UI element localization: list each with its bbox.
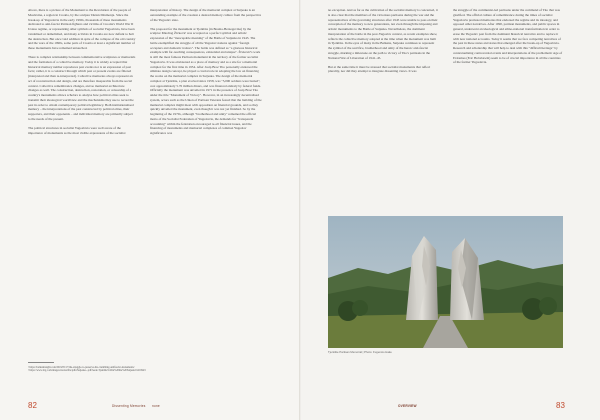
- monument-photo: [328, 216, 563, 348]
- paragraph: interpretation of history. The design of the memorial complex at Sutjeska is an outstanding example of the creation a desired memory culture from the perspective of the Yugoslav state.: [150, 8, 262, 22]
- paragraph: But at the same time it must be stressed that socialist monuments that reflect plurality, nor did they attempt to integrate dissenting views. It was: [328, 64, 431, 74]
- running-head-left-2: none: [152, 404, 160, 408]
- text-column-2: [150, 8, 262, 340]
- paragraph: There is complex relationship between commemorative sculptures or memorials and the formation of a collective memory. Today it is widely accepted that historical memory neither reproduces past events nor is an expression of past facts; rather, it is a construct through which past or present events are filtered (interpreted and then re-interpreted). Collective memories always represent an act of reconstruction and design, and are therefore inseparable from the social context. Collective remembrance changes, and so memorial architecture changes as well. The construction, destruction, restoration, or censorship of a country's monuments allows scholars to analyse how political elites seek to transmit their ideological worldview and the mechanisms they use to recast the past in order to obtain contemporary political legitimacy. Both institutionalised memory – the interpretations of the past constructed by political elites, their supporters, and their opponents – and individual memory are primarily subject to the needs of the present.: [28, 55, 136, 121]
- paragraph: The proposal for the monument at Tjentište (in Bosnia-Herzegovina) by the sculptor Miodrag Živković was accepted as a perfect symbol and artistic expression of the "inescapable meaning" of the Battle of Sutjeska in 1943. The battle exemplified the struggle of all the Yugoslav nations against "foreign occupiers and domestic traitors". The battle was defined as "a glorious historical example with far-reaching consequences, existential and unique". Živković's work is still the most famous Partisan monument in the territory of the former socialist Yugoslavia. It was envisioned as a place of memory and as a site for a memorial complex for the first time in 1954. After Josip Broz Tito personally endorsed the ultimate design concept, he played a crucial role in adopting the law on financing the works on the memorial complex in Sutjeska. The design of the memorial complex at Tjentište, a plan evolved since 1958, was "5,000 soldiers were buried", cost approximately 5.76 million dinars, and was financed entirely by federal funds. Officially the monument was unveiled in 1971 in the presence of Josip Broz Tito under the title "Monument of Victory". However, in an increasingly decentralised system, actors such as the Union of Partisan Veterans feared that the building of the memorial complex might meet with opposition on financial grounds, and so they quickly unveiled the monument, even though it was not yet finished. So by the beginning of the 1970s, although "brotherhood and unity" remained the official motto of the Socialist Federation of Yugoslavia, the demands for "transparent accounting" within the federation encouraged re-all financial issues, and the financing of monuments and memorial complexes of common Yugoslav significance was: [150, 26, 262, 136]
- running-head-right: OVERVIEW: [398, 404, 417, 408]
- text-column-1: [28, 8, 136, 340]
- running-head-left: Dissenting Memories: [112, 404, 146, 408]
- paragraph: The political structures in socialist Yugoslavia were well aware of the importance of monuments as the most visible expressions of the socialist: [28, 125, 126, 135]
- monument-illustration: [328, 216, 563, 348]
- text-column-4: [453, 8, 563, 208]
- footnote[interactable]: ¹ https://balkaninsight.com/2019/05/17/the-struggle-to-preserve-the-crumbling-antifascist-monuments/: [28, 366, 135, 369]
- paragraph: Above, there is a picture of the Monument to the Revolution of the people of Moslavina, a region in Croatia, by the sculptor Dušan Džamonja. Since the break-up of Yugoslavia in the early 1990s, thousands of these monuments dedicated to anti-fascist Partisan fighters and victims of Croatia's World War II Ustasa regime, or representing other symbols of socialist Yugoslavia, have been vandalised or demolished, and many activists in Croatia are now defiant to halt the destruction. But once vaid addition in spite of the collapse of the old country and the wars of the 1990s, some parts of Croatia at least a significant number of these monuments have remained untouched.: [28, 8, 136, 50]
- photo-caption: Tjentište Partisan Memorial | Photo: Fugensio Hake: [328, 350, 392, 354]
- page-number-right: 83: [556, 401, 565, 410]
- footnote-rule: [28, 362, 54, 363]
- paragraph: the struggle of the communist-led partisans under the command of Tito that was glorified. The official culture of remembrance during the times of socialist Yugoslavia promoted memories that endorsed the regime and its ideology, and opposed other narratives. After 1990, partisan monuments, and public spaces in general, underwent an ideological and ethno-national transformation in order to erase the Yugoslav past from the dominant historical narrative and to replace it with new national accounts. Today it seems that we face competing narratives of the past in these states and states that emerged after the break-up of Yugoslavia. Research and scholarship that will help to deal with this "difficult heritage" by contextualising controversial events and interpretations of the problematic Age of Extremes (Eric Hobsbawm) seem to be of crucial importance in all the countries of the former Yugoslavia.: [453, 8, 563, 65]
- footnote[interactable]: ² https://www.ttrg.com/images/stories/file/pdfs/Sutjeska...pdf?seek=Tjentište%20at%20the%20Sutjeska%201943: [28, 369, 146, 373]
- text-column-3: [328, 8, 438, 208]
- page-number-left: 82: [28, 401, 37, 410]
- book-gutter: [299, 0, 301, 420]
- footnotes: [28, 366, 268, 373]
- paragraph: no exception. And as far as the cultivation of the socialist memory is concerned, it is also clear that the members of the victorious partisans during the war and the representatives of the governing structures after 1945 were unable to pass on their conception of the memory to new generations, not even through the imposing and artistic monuments to the Battle of Sutjeska. Nevertheless, the dominant interpretation of the battle in the post-Yugoslav context, as recent examples show, reflects the collective memory adopted at the time when the monument was built in Tjentište. In the eyes of many in the Balkans, Sutjeska continues to represent the symbol of the sacrifice, brotherhood and unity of the heroic anti-fascist struggle, marking a milestone on the path to victory of Tito's partisans in the National War of Liberation of 1941–45.: [328, 8, 438, 60]
